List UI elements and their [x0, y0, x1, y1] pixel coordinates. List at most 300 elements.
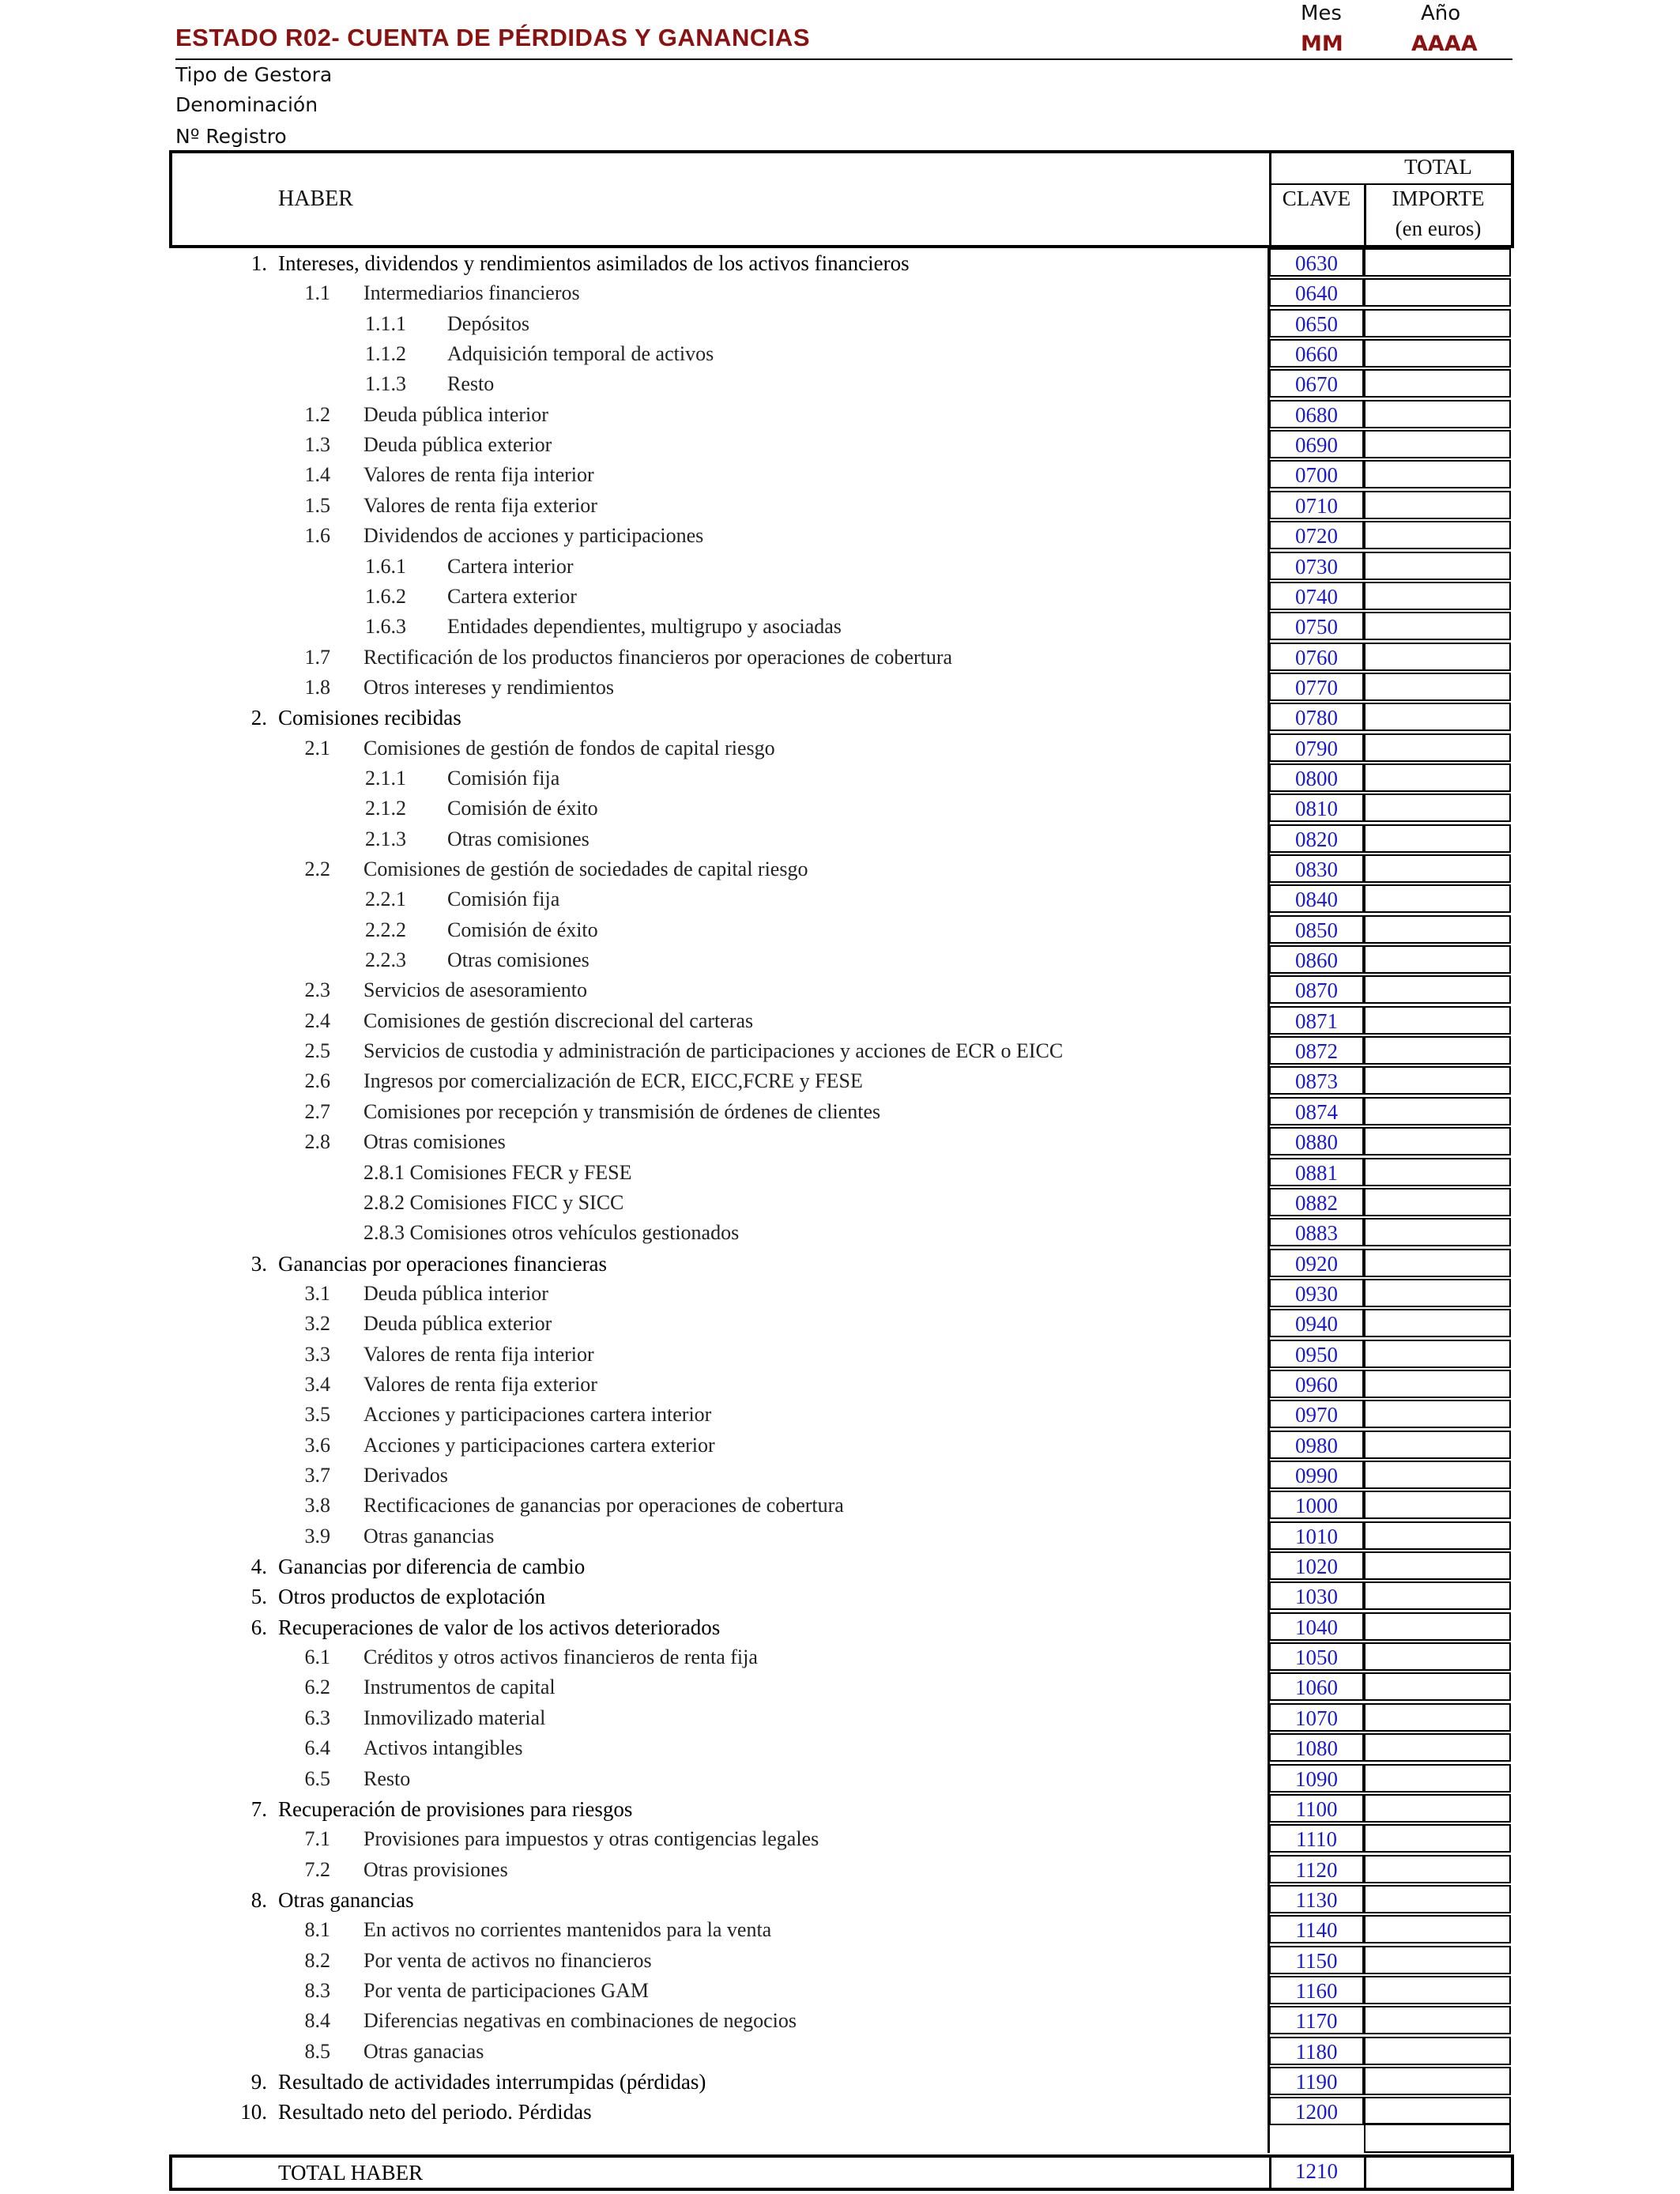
importe-input-cell[interactable]: [1364, 369, 1511, 398]
row-label: Servicios de custodia y administración de participaciones y acciones de ECR o EICC: [363, 1039, 1064, 1063]
importe-input-cell[interactable]: [1364, 975, 1511, 1004]
row-number: 4.: [250, 1555, 267, 1579]
row-label: 2.8.2 Comisiones FICC y SICC: [363, 1190, 624, 1214]
table-row: [0, 1249, 1680, 1279]
row-label: Ganancias por operaciones financieras: [278, 1251, 608, 1276]
importe-input-cell[interactable]: [1364, 1491, 1511, 1519]
row-label: Otras provisiones: [363, 1857, 508, 1881]
table-row: [0, 854, 1680, 884]
clave-cell: 0874: [1269, 1097, 1364, 1125]
row-number: 9.: [250, 2070, 267, 2094]
clave-cell: 0940: [1269, 1309, 1364, 1337]
row-label: Comisión fija: [447, 888, 560, 911]
importe-input-cell[interactable]: [1364, 491, 1511, 519]
clave-cell: 1010: [1269, 1521, 1364, 1550]
row-number: 6.2: [304, 1676, 330, 1699]
row-label: Deuda pública interior: [363, 402, 548, 426]
table-row: [0, 1612, 1680, 1642]
clave-cell: 1140: [1269, 1915, 1364, 1943]
table-row: [0, 1218, 1680, 1248]
clave-cell: 0850: [1269, 915, 1364, 944]
importe-input-cell[interactable]: [1364, 1642, 1511, 1671]
clave-cell: 0930: [1269, 1279, 1364, 1307]
table-row: [0, 1733, 1680, 1763]
table-row: [0, 1400, 1680, 1430]
table-row: [0, 1461, 1680, 1491]
total-label: TOTAL HABER: [278, 2161, 424, 2185]
row-label: Valores de renta fija exterior: [363, 1372, 597, 1396]
importe-input-cell[interactable]: [1364, 1249, 1511, 1277]
importe-input-cell[interactable]: [1364, 794, 1511, 822]
table-row: [0, 1764, 1680, 1794]
importe-input-cell[interactable]: [1364, 1703, 1511, 1732]
row-number: 1.2: [304, 402, 330, 426]
importe-input-cell[interactable]: [1364, 460, 1511, 488]
row-label: Rectificaciones de ganancias por operaciones de cobertura: [363, 1494, 844, 1517]
row-number: 2.2.1: [365, 888, 406, 911]
row-number: 1.7: [304, 645, 330, 669]
table-row: [0, 1581, 1680, 1612]
clave-cell: 1170: [1269, 2006, 1364, 2034]
row-label: Comisiones de gestión de sociedades de capital riesgo: [363, 858, 808, 880]
importe-input-cell[interactable]: [1364, 1066, 1511, 1095]
row-label: Valores de renta fija exterior: [363, 493, 597, 517]
importe-input-cell[interactable]: [1364, 278, 1511, 307]
clave-cell: 1180: [1269, 2037, 1364, 2065]
clave-cell: 0710: [1269, 491, 1364, 519]
table-row: [0, 1915, 1680, 1945]
importe-input-cell[interactable]: [1364, 884, 1511, 913]
importe-input-cell[interactable]: [1364, 248, 1511, 277]
importe-input-cell[interactable]: [1364, 582, 1511, 610]
clave-cell: 0690: [1269, 430, 1364, 458]
clave-cell: 1000: [1269, 1491, 1364, 1519]
row-label: Por venta de participaciones GAM: [363, 1978, 650, 2002]
row-label: Otras comisiones: [447, 827, 590, 850]
importe-input-cell[interactable]: [1364, 1885, 1511, 1913]
row-label: Otros intereses y rendimientos: [363, 675, 614, 699]
row-number: 1.6.2: [365, 584, 406, 608]
row-label: Otros productos de explotación: [278, 1585, 546, 1609]
table-row: [0, 824, 1680, 854]
row-label: Acciones y participaciones cartera exterior: [363, 1433, 715, 1457]
importe-input-cell[interactable]: [1364, 1824, 1511, 1853]
clave-cell: 0700: [1269, 460, 1364, 488]
table-row: [0, 703, 1680, 733]
row-label: Ingresos por comercialización de ECR, EICC,FCRE y FESE: [363, 1069, 863, 1093]
row-label: Recuperaciones de valor de los activos deteriorados: [278, 1615, 721, 1639]
row-number: 2.6: [304, 1069, 330, 1093]
denominacion-label: Denominación: [175, 93, 318, 116]
row-label: Resultado de actividades interrumpidas (pérdidas): [278, 2070, 706, 2094]
row-number: 3.: [250, 1251, 267, 1276]
clave-cell: 0871: [1269, 1006, 1364, 1035]
clave-cell: 0720: [1269, 521, 1364, 549]
clave-cell: 1150: [1269, 1946, 1364, 1974]
row-number: 3.8: [304, 1494, 330, 1517]
row-number: 1.: [250, 251, 267, 275]
table-row: [0, 1794, 1680, 1824]
row-number: 7.: [250, 1796, 267, 1821]
clave-cell: 1040: [1269, 1612, 1364, 1641]
row-number: 1.6: [304, 524, 330, 548]
clave-cell: 0730: [1269, 552, 1364, 580]
row-number: 2.3: [304, 978, 330, 1002]
clave-cell: 1160: [1269, 1976, 1364, 2004]
table-row: [0, 1036, 1680, 1066]
clave-cell: 0880: [1269, 1127, 1364, 1155]
clave-cell: 0760: [1269, 643, 1364, 671]
row-label: Por venta de activos no financieros: [363, 1948, 652, 1972]
clave-cell: 0820: [1269, 824, 1364, 853]
importe-input-cell[interactable]: [1364, 400, 1511, 428]
anio-label: Año: [1421, 2, 1461, 25]
clave-cell: 0650: [1269, 309, 1364, 337]
clave-cell: 0640: [1269, 278, 1364, 307]
clave-cell: 0680: [1269, 400, 1364, 428]
row-label: Deuda pública interior: [363, 1281, 548, 1305]
row-label: Depósitos: [447, 311, 529, 335]
table-row: [0, 1431, 1680, 1461]
row-label: Otras comisiones: [363, 1130, 506, 1154]
table-row: [0, 278, 1680, 308]
clave-cell: 0750: [1269, 612, 1364, 640]
row-number: 3.3: [304, 1342, 330, 1366]
table-row: [0, 975, 1680, 1005]
table-row: [0, 430, 1680, 460]
clave-cell: 1100: [1269, 1794, 1364, 1823]
importe-input-cell[interactable]: [1364, 824, 1511, 853]
row-label: Comisiones de gestión de fondos de capital riesgo: [363, 736, 775, 760]
row-label: Intermediarios financieros: [363, 281, 580, 305]
importe-input-cell[interactable]: [1364, 552, 1511, 580]
importe-input-cell[interactable]: [1364, 1764, 1511, 1793]
importe-header: IMPORTE: [1392, 187, 1485, 210]
importe-input-cell[interactable]: [1364, 1340, 1511, 1368]
clave-cell: 0990: [1269, 1461, 1364, 1489]
clave-cell: 0883: [1269, 1218, 1364, 1246]
table-row: [0, 1642, 1680, 1672]
clave-cell: 0670: [1269, 369, 1364, 398]
row-label: Inmovilizado material: [363, 1706, 546, 1729]
importe-input-cell[interactable]: [1364, 1521, 1511, 1550]
row-label: Comisión de éxito: [447, 918, 598, 941]
importe-input-cell[interactable]: [1364, 945, 1511, 974]
row-number: 6.5: [304, 1766, 330, 1790]
row-number: 6.4: [304, 1736, 330, 1760]
row-number: 2.5: [304, 1039, 330, 1063]
importe-input-cell[interactable]: [1364, 1006, 1511, 1035]
importe-input-cell[interactable]: [1364, 1431, 1511, 1459]
row-number: 1.1.1: [365, 311, 406, 335]
row-label: Comisión de éxito: [447, 797, 598, 820]
table-row: [0, 582, 1680, 612]
row-number: 3.5: [304, 1403, 330, 1427]
row-label: Deuda pública exterior: [363, 433, 552, 457]
row-label: Resultado neto del periodo. Pérdidas: [278, 2100, 592, 2124]
table-row: [0, 1824, 1680, 1854]
total-divider-2: [1364, 2154, 1366, 2191]
clave-cell: 1120: [1269, 1855, 1364, 1883]
table-row: [0, 763, 1680, 794]
row-label: Intereses, dividendos y rendimientos asimilados de los activos financieros: [278, 251, 910, 275]
importe-input-cell[interactable]: [1364, 763, 1511, 792]
row-label: Comisiones por recepción y transmisión de órdenes de clientes: [363, 1099, 881, 1123]
row-label: Comisiones recibidas: [278, 706, 461, 730]
row-label: Derivados: [363, 1464, 448, 1487]
row-label: Valores de renta fija interior: [363, 463, 594, 487]
row-label: Comisión fija: [447, 766, 560, 790]
row-label: 2.8.3 Comisiones otros vehículos gestionados: [363, 1221, 740, 1245]
clave-cell: 1060: [1269, 1672, 1364, 1701]
row-number: 3.7: [304, 1464, 330, 1487]
importe-input-cell[interactable]: [1364, 612, 1511, 640]
importe-input-cell[interactable]: [1364, 2006, 1511, 2034]
table-row: [0, 400, 1680, 430]
table-row: [0, 521, 1680, 551]
clave-cell: 1070: [1269, 1703, 1364, 1732]
table-row: [0, 673, 1680, 703]
row-number: 1.5: [304, 493, 330, 517]
row-label: Otras ganancias: [363, 1524, 495, 1547]
importe-input-cell[interactable]: [1364, 1946, 1511, 1974]
importe-input-cell[interactable]: [1364, 1976, 1511, 2004]
clave-cell: 0950: [1269, 1340, 1364, 1368]
table-row: [0, 2006, 1680, 2036]
importe-input-cell[interactable]: [1364, 1158, 1511, 1186]
row-label: Otras comisiones: [447, 948, 590, 972]
importe-unit: (en euros): [1395, 217, 1482, 240]
row-number: 2.1.2: [365, 797, 406, 820]
clave-cell: 1050: [1269, 1642, 1364, 1671]
importe-input-cell[interactable]: [1364, 643, 1511, 671]
row-number: 1.6.3: [365, 615, 406, 639]
table-row: [0, 2067, 1680, 2097]
row-label: Comisiones de gestión discrecional del carteras: [363, 1008, 754, 1032]
importe-input-cell[interactable]: [1364, 1855, 1511, 1883]
row-number: 7.2: [304, 1857, 330, 1881]
clave-cell: 1130: [1269, 1885, 1364, 1913]
row-number: 6.3: [304, 1706, 330, 1729]
mes-label: Mes: [1301, 2, 1342, 25]
clave-header: CLAVE: [1282, 187, 1351, 210]
importe-input-cell[interactable]: [1364, 1581, 1511, 1610]
table-row: [0, 2037, 1680, 2067]
importe-input-cell[interactable]: [1364, 1097, 1511, 1125]
table-row: [0, 309, 1680, 339]
importe-input-cell[interactable]: [1364, 1218, 1511, 1246]
row-label: Activos intangibles: [363, 1736, 523, 1760]
row-number: 1.3: [304, 433, 330, 457]
clave-cell: 0881: [1269, 1158, 1364, 1186]
table-row: [0, 1672, 1680, 1702]
table-row: [0, 794, 1680, 824]
table-row: [0, 339, 1680, 369]
clave-cell: 0770: [1269, 673, 1364, 701]
tipo-gestora-label: Tipo de Gestora: [175, 63, 333, 86]
row-number: 1.1.2: [365, 342, 406, 366]
row-number: 8.2: [304, 1948, 330, 1972]
table-row: [0, 552, 1680, 582]
table-row: [0, 460, 1680, 490]
table-row: [0, 369, 1680, 399]
row-label: Acciones y participaciones cartera interior: [363, 1403, 712, 1427]
importe-input-cell[interactable]: [1364, 733, 1511, 762]
form-title: ESTADO R02- CUENTA DE PÉRDIDAS Y GANANCIAS: [175, 24, 810, 51]
row-label: Valores de renta fija interior: [363, 1342, 594, 1366]
table-row: [0, 945, 1680, 975]
clave-cell: 0800: [1269, 763, 1364, 792]
row-label: Recuperación de provisiones para riesgos: [278, 1796, 633, 1821]
row-number: 8.: [250, 1887, 267, 1912]
clave-cell: 0630: [1269, 248, 1364, 277]
importe-input-cell[interactable]: [1364, 2037, 1511, 2065]
clave-cell: 0780: [1269, 703, 1364, 731]
table-row: [0, 1006, 1680, 1036]
total-clave: 1210: [1295, 2159, 1338, 2183]
row-number: 2.1.3: [365, 827, 406, 850]
row-number: 2.2.2: [365, 918, 406, 941]
importe-input-cell[interactable]: [1364, 309, 1511, 337]
table-row: [0, 248, 1680, 278]
table-row: [0, 1885, 1680, 1915]
importe-input-cell[interactable]: [1364, 1733, 1511, 1762]
table-row: [0, 1097, 1680, 1127]
table-row: [0, 1703, 1680, 1733]
row-label: Instrumentos de capital: [363, 1676, 556, 1699]
table-row: [0, 1370, 1680, 1400]
importe-input-cell[interactable]: [1364, 673, 1511, 701]
row-number: 3.9: [304, 1524, 330, 1547]
clave-cell: 0872: [1269, 1036, 1364, 1065]
row-number: 8.4: [304, 2009, 330, 2033]
clave-cell: 0870: [1269, 975, 1364, 1004]
registro-label: Nº Registro: [175, 125, 287, 148]
row-number: 2.1.1: [365, 766, 406, 790]
importe-input-cell[interactable]: [1364, 1279, 1511, 1307]
row-number: 7.1: [304, 1827, 330, 1851]
clave-cell: 0882: [1269, 1188, 1364, 1216]
row-label: Cartera interior: [447, 554, 574, 578]
table-row: [0, 1551, 1680, 1581]
importe-input-cell[interactable]: [1364, 1672, 1511, 1701]
row-label: Resto: [447, 372, 495, 396]
importe-input-cell[interactable]: [1364, 1551, 1511, 1580]
mes-value: MM: [1301, 32, 1343, 56]
importe-input-cell[interactable]: [1364, 854, 1511, 883]
clave-cell: 0740: [1269, 582, 1364, 610]
clave-cell: 0873: [1269, 1066, 1364, 1095]
total-group-header: TOTAL: [1404, 155, 1472, 179]
importe-input-cell[interactable]: [1364, 339, 1511, 368]
clave-cell: 0860: [1269, 945, 1364, 974]
importe-input-cell[interactable]: [1364, 430, 1511, 458]
importe-input-cell[interactable]: [1364, 2097, 1511, 2125]
clave-cell: 0980: [1269, 1431, 1364, 1459]
row-label: Créditos y otros activos financieros de renta fija: [363, 1646, 758, 1669]
row-label: Deuda pública exterior: [363, 1312, 552, 1336]
clave-cell: 1090: [1269, 1764, 1364, 1793]
row-number: 2.7: [304, 1099, 330, 1123]
section-title: HABER: [278, 187, 353, 211]
row-number: 1.1: [304, 281, 330, 305]
importe-input-cell[interactable]: [1364, 1400, 1511, 1428]
row-number: 2.4: [304, 1008, 330, 1032]
importe-input-cell[interactable]: [1364, 1309, 1511, 1337]
importe-input-cell[interactable]: [1364, 1915, 1511, 1943]
importe-input-cell[interactable]: [1364, 521, 1511, 549]
importe-input-cell[interactable]: [1364, 1370, 1511, 1398]
importe-input-cell[interactable]: [1364, 1188, 1511, 1216]
row-label: Ganancias por diferencia de cambio: [278, 1555, 586, 1579]
row-number: 6.1: [304, 1646, 330, 1669]
clave-cell: 0970: [1269, 1400, 1364, 1428]
row-number: 8.1: [304, 1918, 330, 1942]
table-row: [0, 1340, 1680, 1370]
clave-cell: 1190: [1269, 2067, 1364, 2095]
row-number: 2.2: [304, 858, 330, 880]
importe-input-cell[interactable]: [1364, 1036, 1511, 1065]
row-number: 3.1: [304, 1281, 330, 1305]
table-row: [0, 884, 1680, 914]
importe-input-cell[interactable]: [1364, 703, 1511, 731]
table-row: [0, 1521, 1680, 1551]
row-label: Adquisición temporal de activos: [447, 342, 714, 366]
row-number: 10.: [240, 2100, 267, 2124]
row-label: 2.8.1 Comisiones FECR y FESE: [363, 1160, 632, 1184]
row-label: Diferencias negativas en combinaciones de negocios: [363, 2009, 797, 2033]
clave-cell: 0790: [1269, 733, 1364, 762]
table-row: [0, 915, 1680, 945]
row-number: 2.1: [304, 736, 330, 760]
row-number: 8.3: [304, 1978, 330, 2002]
row-label: Entidades dependientes, multigrupo y asociadas: [447, 615, 842, 639]
importe-input-cell[interactable]: [1364, 915, 1511, 944]
row-number: 1.4: [304, 463, 330, 487]
row-label: Rectificación de los productos financieros por operaciones de cobertura: [363, 645, 953, 669]
importe-input-cell[interactable]: [1364, 1461, 1511, 1489]
clave-cell: 0830: [1269, 854, 1364, 883]
table-row: [0, 1279, 1680, 1309]
clave-cell: 0840: [1269, 884, 1364, 913]
row-label: Resto: [363, 1766, 411, 1790]
row-number: 2.8: [304, 1130, 330, 1154]
row-number: 2.2.3: [365, 948, 406, 972]
header-rule: [175, 58, 1512, 60]
importe-input-cell[interactable]: [1364, 1127, 1511, 1155]
clave-cell: 1080: [1269, 1733, 1364, 1762]
table-row: [0, 1066, 1680, 1096]
row-label: Otras ganancias: [278, 1887, 414, 1912]
table-row: [0, 733, 1680, 763]
row-number: 1.8: [304, 675, 330, 699]
table-row: [0, 1946, 1680, 1976]
row-label: En activos no corrientes mantenidos para la venta: [363, 1918, 772, 1942]
clave-cell: 1020: [1269, 1551, 1364, 1580]
table-row: [0, 612, 1680, 642]
importe-input-cell[interactable]: [1364, 1612, 1511, 1641]
row-label: Cartera exterior: [447, 584, 577, 608]
importe-input-cell[interactable]: [1364, 2067, 1511, 2095]
importe-input-cell[interactable]: [1364, 1794, 1511, 1823]
clave-cell: 1030: [1269, 1581, 1364, 1610]
clave-cell: 0660: [1269, 339, 1364, 368]
row-number: 2.: [250, 706, 267, 730]
row-number: 3.4: [304, 1372, 330, 1396]
table-row: [0, 491, 1680, 521]
table-row: [0, 1188, 1680, 1218]
table-row: [0, 1309, 1680, 1339]
